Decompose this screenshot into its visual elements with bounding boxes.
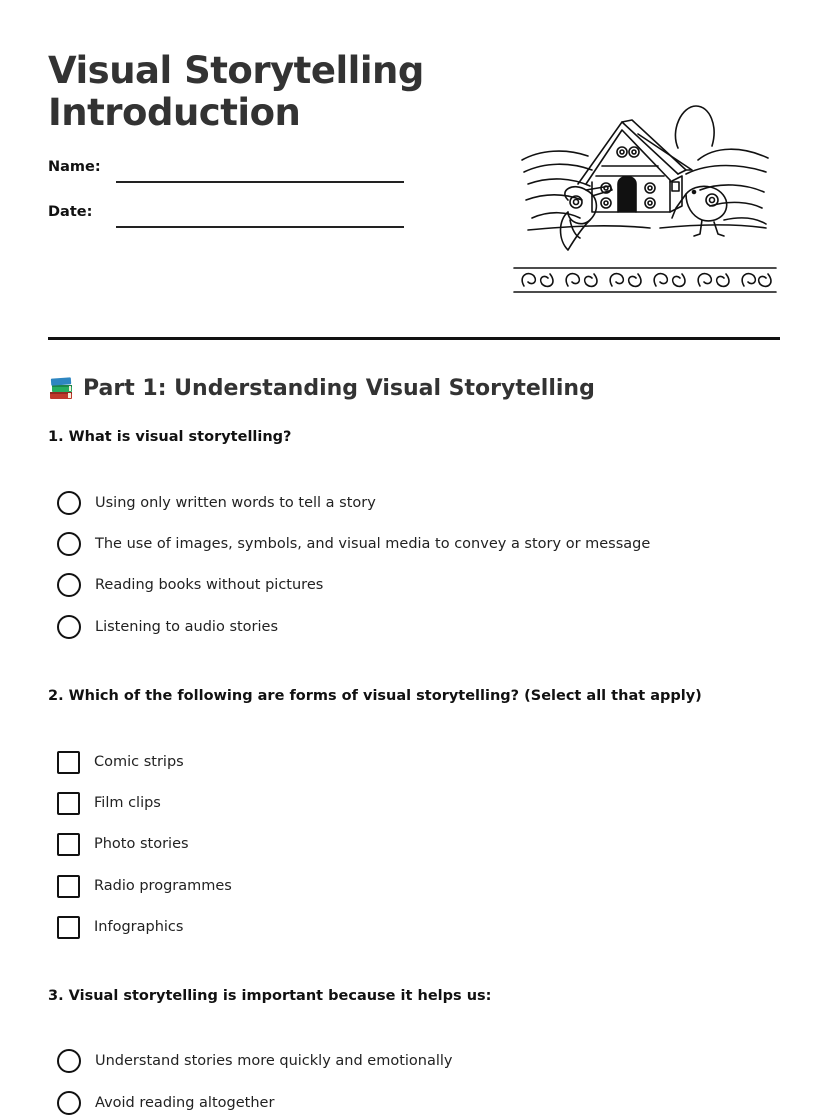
section-title-text: Part 1: Understanding Visual Storytelling [83,376,595,401]
checkbox[interactable] [57,833,80,856]
books-icon [48,376,74,402]
name-label: Name: [48,159,101,175]
page-title [48,50,468,134]
radio-button[interactable] [57,491,81,515]
header-divider [48,337,780,340]
q2-option-3[interactable] [57,831,189,857]
wharenui-kiwi-illustration [510,100,780,300]
title-line-1: Visual Storytelling [48,49,424,92]
option-label: Photo stories [94,836,189,852]
option-label: Avoid reading altogether [95,1095,275,1111]
question-1: 1. What is visual storytelling? [48,429,292,445]
title-line-2: Introduction [48,91,301,134]
checkbox[interactable] [57,875,80,898]
option-label: The use of images, symbols, and visual media to convey a story or message [95,536,651,552]
q1-option-3[interactable] [57,572,323,598]
question-2: 2. Which of the following are forms of visual storytelling? (Select all that apply) [48,688,702,704]
q3-option-2[interactable] [57,1090,274,1116]
q3-option-1[interactable] [57,1048,453,1074]
option-label: Radio programmes [94,878,232,894]
date-label: Date: [48,204,93,220]
q1-option-2[interactable] [57,531,650,557]
q2-option-1[interactable] [57,749,184,775]
radio-button[interactable] [57,615,81,639]
q1-option-1[interactable] [57,490,376,516]
q1-option-4[interactable] [57,614,278,640]
radio-button[interactable] [57,1049,81,1073]
option-label: Reading books without pictures [95,577,324,593]
radio-button[interactable] [57,532,81,556]
q2-option-4[interactable] [57,873,232,899]
radio-button[interactable] [57,573,81,597]
checkbox[interactable] [57,792,80,815]
section-title-part-1 [48,374,595,404]
option-label: Film clips [94,795,161,811]
option-label: Comic strips [94,754,184,770]
option-label: Using only written words to tell a story [95,495,376,511]
option-label: Infographics [94,919,184,935]
question-3: 3. Visual storytelling is important because it helps us: [48,988,492,1004]
q2-option-5[interactable] [57,914,183,940]
option-label: Understand stories more quickly and emotionally [95,1053,453,1069]
option-label: Listening to audio stories [95,619,279,635]
name-field[interactable] [116,181,404,183]
checkbox[interactable] [57,916,80,939]
radio-button[interactable] [57,1091,81,1115]
checkbox[interactable] [57,751,80,774]
date-field[interactable] [116,226,404,228]
q2-option-2[interactable] [57,790,161,816]
